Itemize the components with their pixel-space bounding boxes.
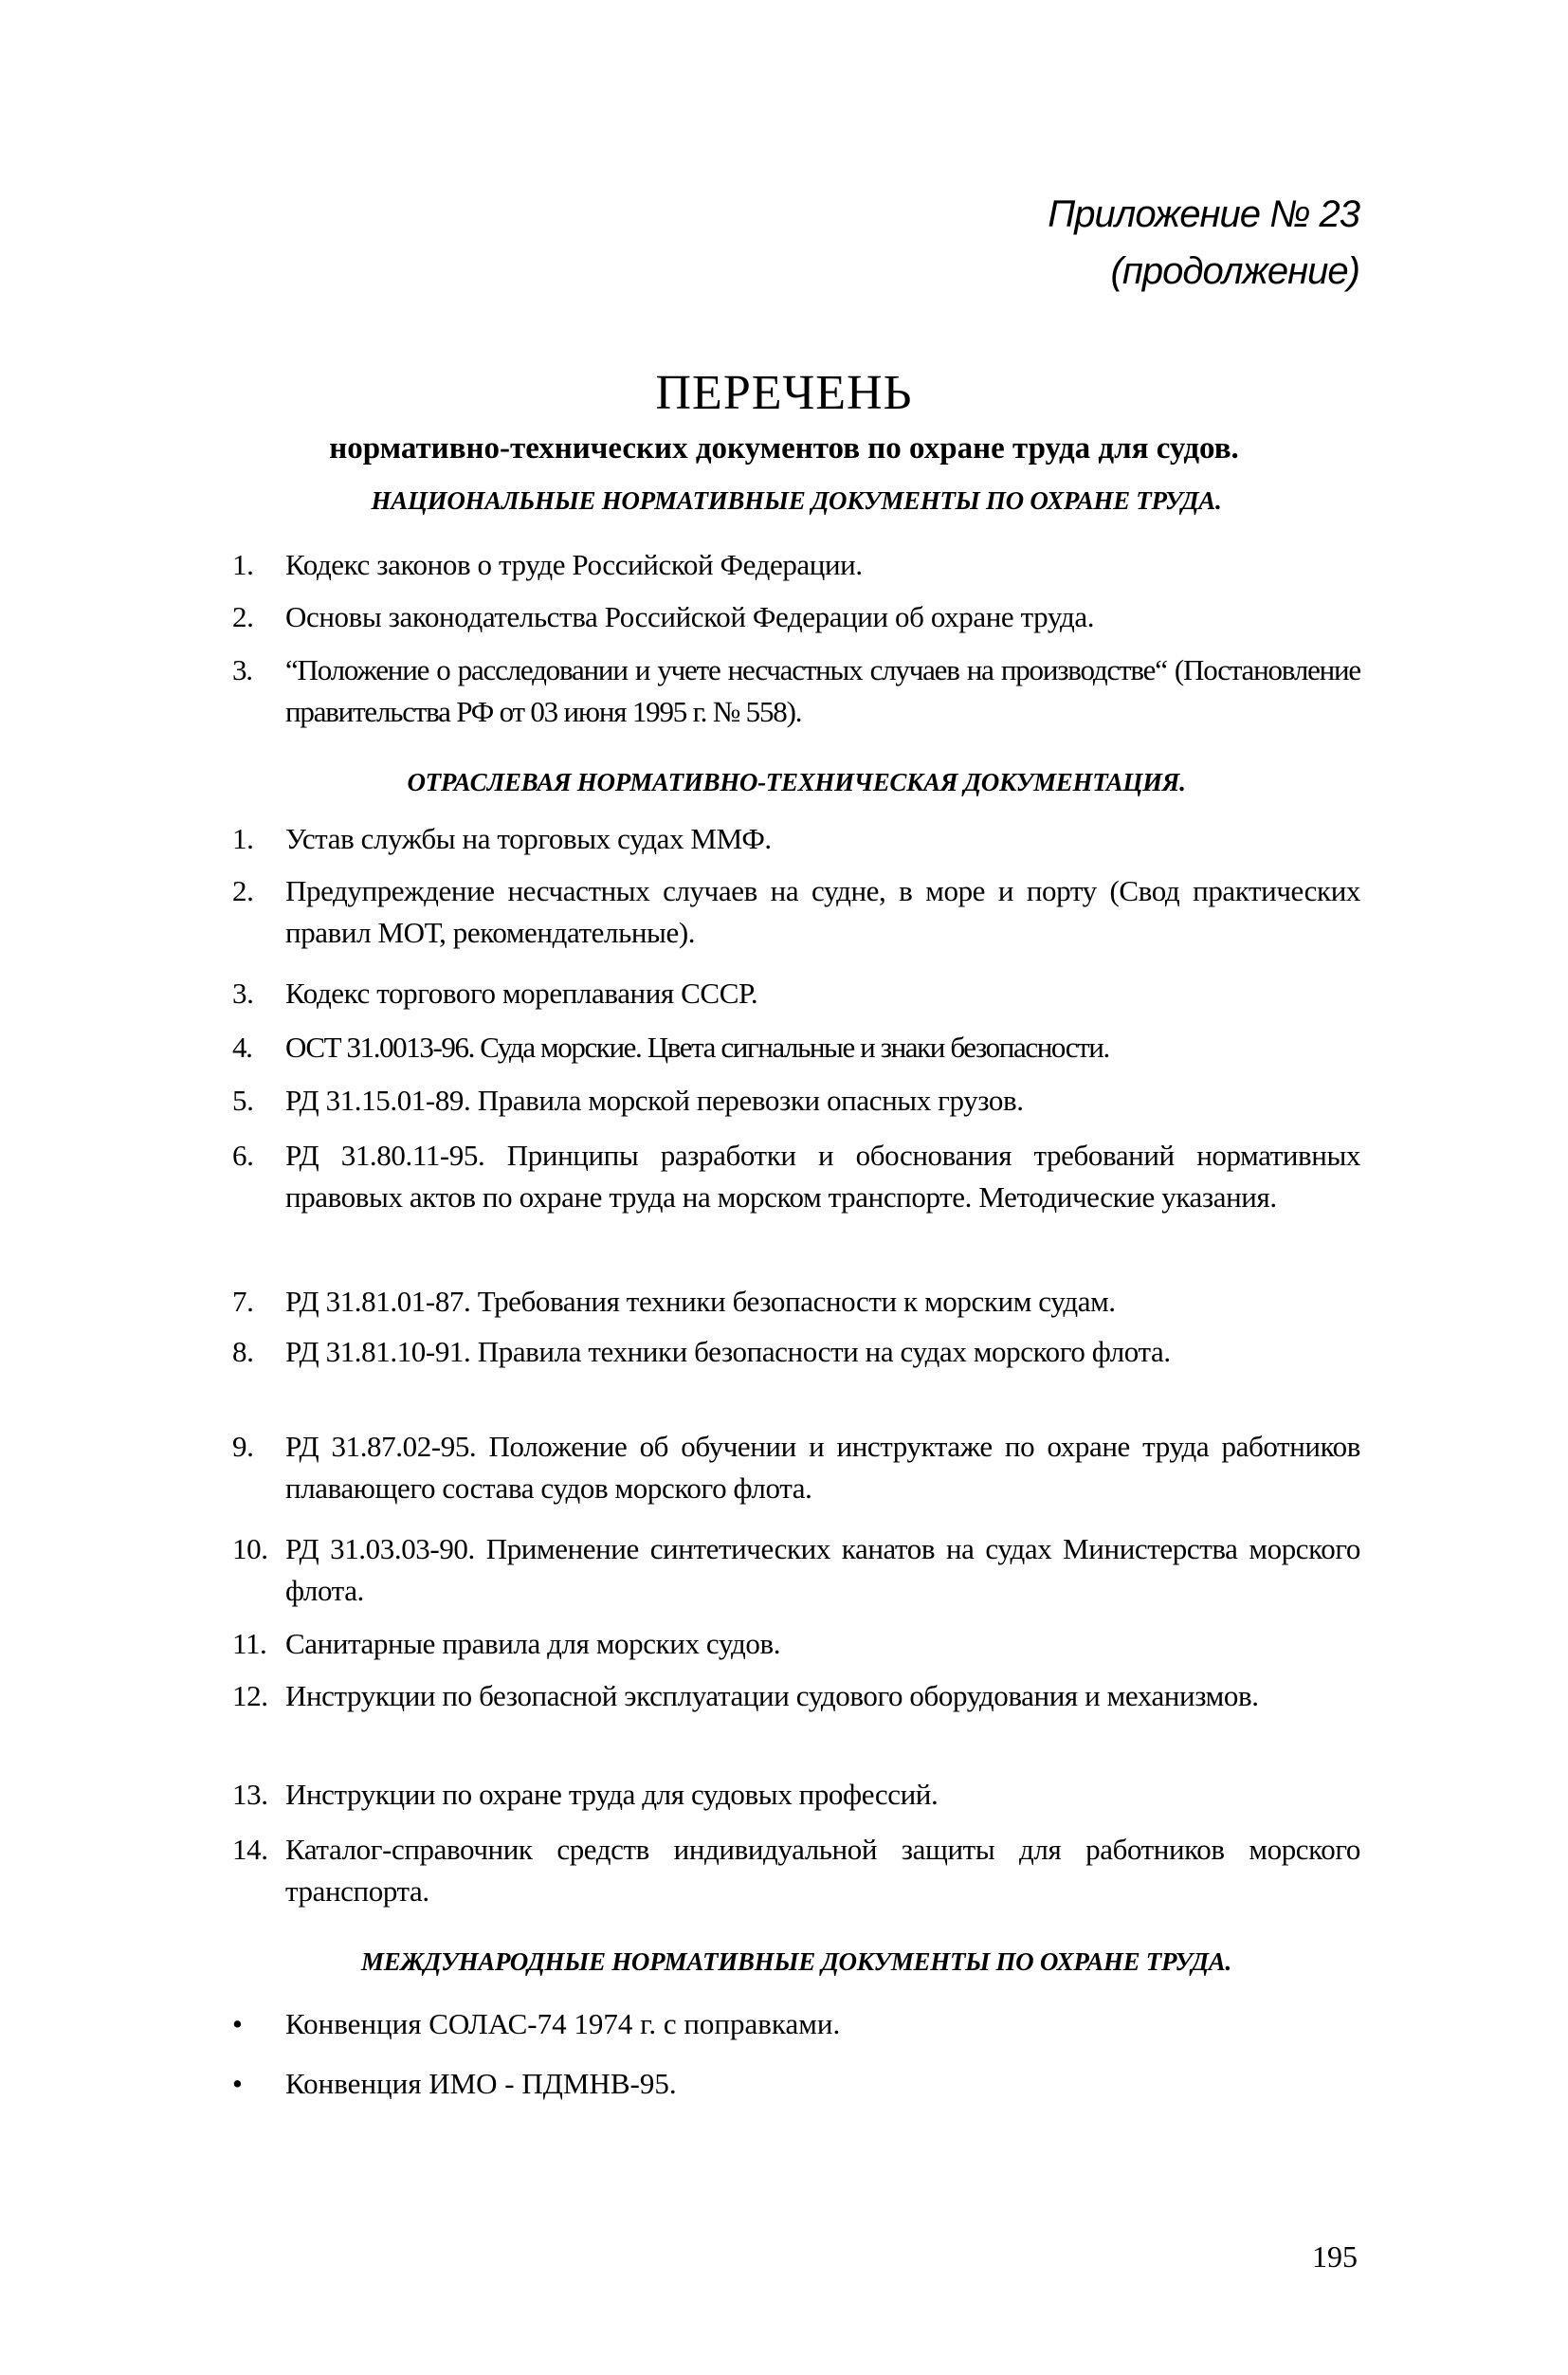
- item-number: 7.: [232, 1285, 254, 1318]
- list-item: [232, 1675, 1360, 1717]
- item-number: 1.: [232, 822, 254, 855]
- item-number: 5.: [232, 1084, 254, 1117]
- item-text: РД 31.03.03-90. Применение синтетических канатов на судах Министерства морского флота.: [285, 1532, 1360, 1607]
- list-item: [232, 973, 1360, 1014]
- item-text: Предупреждение несчастных случаев на судне, в море и порту (Свод практических правил МОТ, рекомендательные).: [285, 874, 1360, 949]
- item-number: 2.: [232, 600, 254, 633]
- section-heading-national: НАЦИОНАЛЬНЫЕ НОРМАТИВНЫЕ ДОКУМЕНТЫ ПО ОХРАНЕ ТРУДА.: [371, 486, 1222, 515]
- item-text: РД 31.81.10-91. Правила техники безопасности на судах морского флота.: [285, 1335, 1171, 1368]
- item-number: 12.: [232, 1679, 268, 1712]
- item-text: РД 31.87.02-95. Положение об обучении и инструктаже по охране труда работников плавающего состава судов морского флота.: [285, 1430, 1360, 1505]
- list-item: [232, 1080, 1360, 1122]
- list-item: [232, 1623, 1360, 1665]
- list-item: [232, 1528, 1360, 1612]
- item-number: 1.: [232, 548, 254, 581]
- item-text: Устав службы на торговых судах ММФ.: [285, 822, 772, 855]
- list-item: [232, 1331, 1360, 1373]
- page-number: 195: [1312, 2239, 1358, 2274]
- item-text: РД 31.81.01-87. Требования техники безопасности к морским судам.: [285, 1285, 1116, 1318]
- appendix-number: Приложение № 23: [1048, 193, 1359, 235]
- item-number: 6.: [232, 1139, 254, 1172]
- item-number: 9.: [232, 1430, 254, 1463]
- item-number: 3.: [232, 977, 254, 1010]
- item-number: 2.: [232, 874, 254, 907]
- item-text: Санитарные правила для морских судов.: [285, 1627, 781, 1660]
- list-item: [232, 870, 1360, 954]
- item-text: Каталог-справочник средств индивидуальной защиты для работников морского транспорта.: [285, 1833, 1360, 1908]
- list-item: [232, 1426, 1360, 1509]
- list-item: [232, 1829, 1360, 1912]
- item-number: 14.: [232, 1833, 268, 1866]
- list-item: [232, 1281, 1360, 1323]
- item-text: Инструкции по безопасной эксплуатации судового оборудования и механизмов.: [285, 1679, 1259, 1712]
- item-text: РД 31.80.11-95. Принципы разработки и обоснования требований нормативных правовых актов по охране труда на морском транспорте. Методические указания.: [285, 1139, 1360, 1214]
- list-item: [232, 544, 1360, 586]
- item-text: Кодекс законов о труде Российской Федерации.: [285, 548, 863, 581]
- list-item: [232, 649, 1360, 733]
- item-text: Конвенция СОЛАС-74 1974 г. с поправками.: [285, 2007, 841, 2040]
- page-title: ПЕРЕЧЕНЬ: [655, 366, 913, 420]
- list-item: [232, 2063, 677, 2105]
- item-number: 4.: [232, 1031, 252, 1064]
- list-item: [232, 2003, 840, 2045]
- item-text: Инструкции по охране труда для судовых профессий.: [285, 1778, 939, 1811]
- list-item: [232, 1027, 1360, 1069]
- item-number: 10.: [232, 1532, 268, 1565]
- item-number: 8.: [232, 1335, 254, 1368]
- appendix-continuation: (продолжение): [1110, 250, 1359, 292]
- bullet-icon: •: [232, 2007, 243, 2040]
- appendix-label: [1048, 186, 1359, 300]
- list-item: [232, 818, 1360, 860]
- section-heading-international: МЕЖДУНАРОДНЫЕ НОРМАТИВНЫЕ ДОКУМЕНТЫ ПО ОХРАНЕ ТРУДА.: [361, 1947, 1231, 1976]
- item-number: 3.: [232, 653, 252, 686]
- item-text: Кодекс торгового мореплавания СССР.: [285, 977, 758, 1010]
- list-item: [232, 1135, 1360, 1218]
- list-item: [232, 1774, 1360, 1816]
- item-text: РД 31.15.01-89. Правила морской перевозки опасных грузов.: [285, 1084, 1024, 1117]
- item-text: Основы законодательства Российской Федерации об охране труда.: [285, 600, 1095, 633]
- bullet-icon: •: [232, 2067, 243, 2100]
- item-number: 13.: [232, 1778, 268, 1811]
- item-text: “Положение о расследовании и учете несчастных случаев на производстве“ (Постановление правительства РФ от 03 июня 1995 г. № 558).: [285, 653, 1360, 728]
- section-heading-industry: ОТРАСЛЕВАЯ НОРМАТИВНО-ТЕХНИЧЕСКАЯ ДОКУМЕНТАЦИЯ.: [407, 768, 1186, 796]
- item-text: Конвенция ИМО - ПДМНВ-95.: [285, 2067, 677, 2100]
- item-number: 11.: [232, 1627, 267, 1660]
- list-item: [232, 596, 1360, 638]
- page-subtitle: нормативно-технических документов по охране труда для судов.: [329, 431, 1239, 466]
- item-text: ОСТ 31.0013-96. Суда морские. Цвета сигнальные и знаки безопасности.: [285, 1031, 1109, 1064]
